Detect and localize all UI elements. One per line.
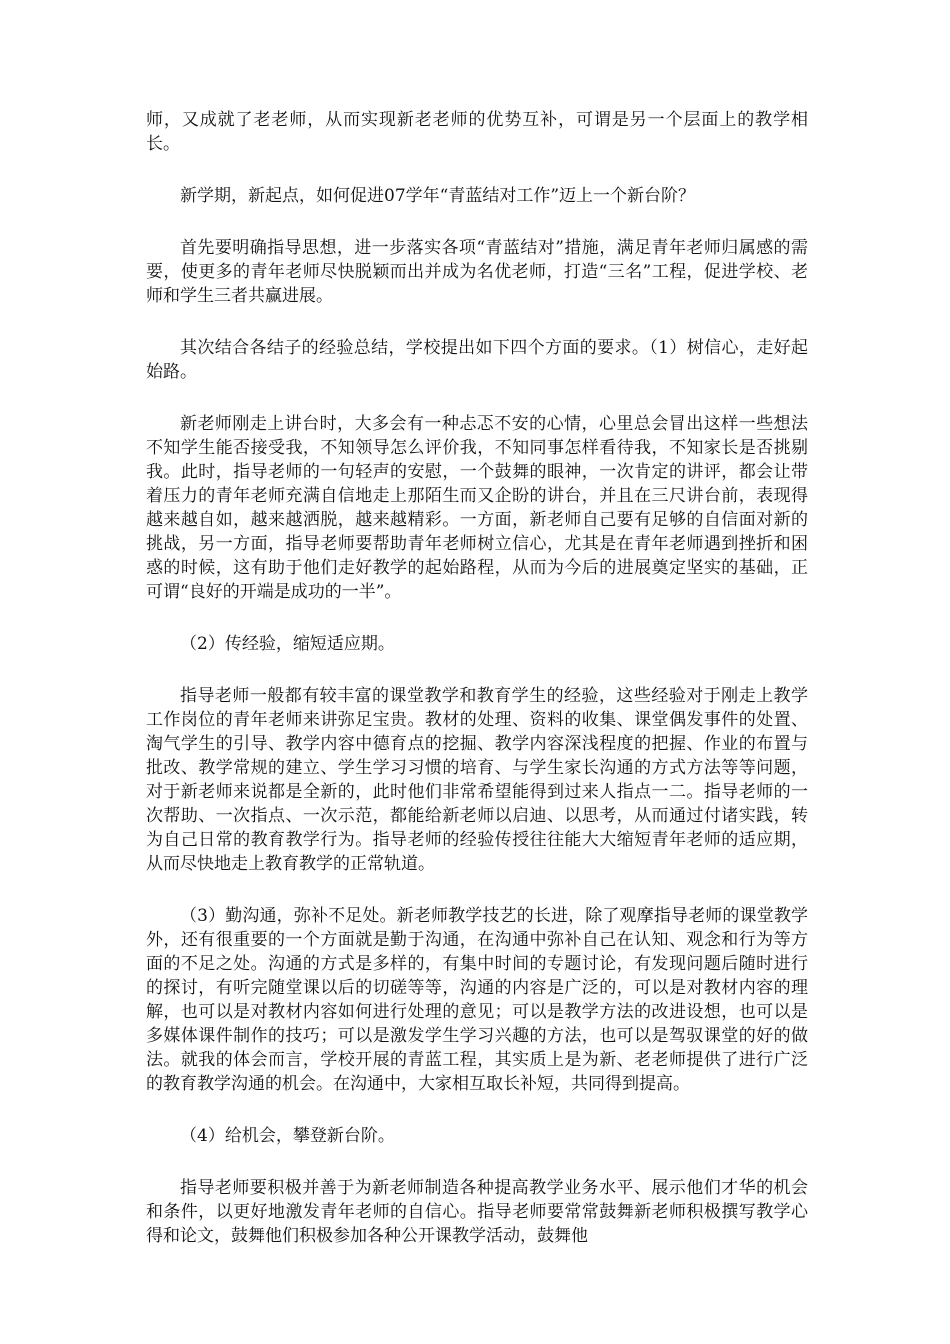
paragraph-communication: （3）勤沟通，弥补不足处。新老师教学技艺的长进，除了观摩指导老师的课堂教学外，还有很重要的一个方面就是勤于沟通，在沟通中弥补自己在认知、观念和行为等方面的不足之处。沟通的方式是多样的，有集中时间的专题讨论，有发现问题后随时进行的探讨，有听完随堂课以后的切磋等等，沟通的内容是广泛的，可以是对教材内容的理解，也可以是对教材内容如何进行处理的意见；可以是教学方法的改进设想，也可以是多媒体课件制作的技巧；可以是激发学生学习兴趣的方法，也可以是驾驭课堂的好的做法。就我的体会而言，学校开展的青蓝工程，其实质上是为新、老老师提供了进行广泛的教育教学沟通的机会。在沟通中，大家相互取长补短，共同得到提高。: [146, 906, 808, 1094]
paragraph-continuation: 师，又成就了老老师，从而实现新老老师的优势互补，可谓是另一个层面上的教学相长。: [146, 110, 808, 154]
paragraph-guiding-thought: 首先要明确指导思想，进一步落实各项“青蓝结对”措施，满足青年老师归属感的需要，使更多的青年老师尽快脱颖而出并成为名优老师，打造“三名”工程，促进学校、老师和学生三者共赢进展。: [146, 238, 808, 306]
paragraph-requirements-intro: 其次结合各结子的经验总结，学校提出如下四个方面的要求。（1）树信心，走好起始路。: [146, 338, 808, 382]
paragraph-heading-2: （2）传经验，缩短适应期。: [180, 634, 395, 654]
document-body: [146, 108, 808, 1248]
paragraph-question: 新学期，新起点，如何促进07学年“青蓝结对工作”迈上一个新台阶？: [180, 186, 696, 206]
paragraph-heading-4: （4）给机会，攀登新台阶。: [180, 1126, 395, 1146]
paragraph-confidence: 新老师刚走上讲台时，大多会有一种忐忑不安的心情，心里总会冒出这样一些想法不知学生能否接受我，不知领导怎么评价我，不知同事怎样看待我，不知家长是否挑剔我。此时，指导老师的一句轻声的安慰，一个鼓舞的眼神，一次肯定的讲评，都会让带着压力的青年老师充满自信地走上那陌生而又企盼的讲台，并且在三尺讲台前，表现得越来越自如，越来越洒脱，越来越精彩。一方面，新老师自己要有足够的自信面对新的挑战，另一方面，指导老师要帮助青年老师树立信心，尤其是在青年老师遇到挫折和困惑的时候，这有助于他们走好教学的起始路程，从而为今后的进展奠定坚实的基础，正可谓“良好的开端是成功的一半”。: [146, 414, 808, 602]
paragraph-experience: 指导老师一般都有较丰富的课堂教学和教育学生的经验，这些经验对于刚走上教学工作岗位的青年老师来讲弥足宝贵。教材的处理、资料的收集、课堂偶发事件的处置、淘气学生的引导、教学内容中德育点的挖掘、教学内容深浅程度的把握、作业的布置与批改、教学常规的建立、学生学习习惯的培育、与学生家长沟通的方式方法等等问题，对于新老师来说都是全新的，此时他们非常希望能得到过来人指点一二。指导老师的一次帮助、一次指点、一次示范，都能给新老师以启迪、以思考，从而通过付诸实践，转为自己日常的教育教学行为。指导老师的经验传授往往能大大缩短青年老师的适应期，从而尽快地走上教育教学的正常轨道。: [146, 686, 808, 874]
paragraph-opportunity: 指导老师要积极并善于为新老师制造各种提高教学业务水平、展示他们才华的机会和条件，以更好地激发青年老师的自信心。指导老师要常常鼓舞新老师积极撰写教学心得和论文，鼓舞他们积极参加各种公开课教学活动，鼓舞他: [146, 1178, 808, 1246]
